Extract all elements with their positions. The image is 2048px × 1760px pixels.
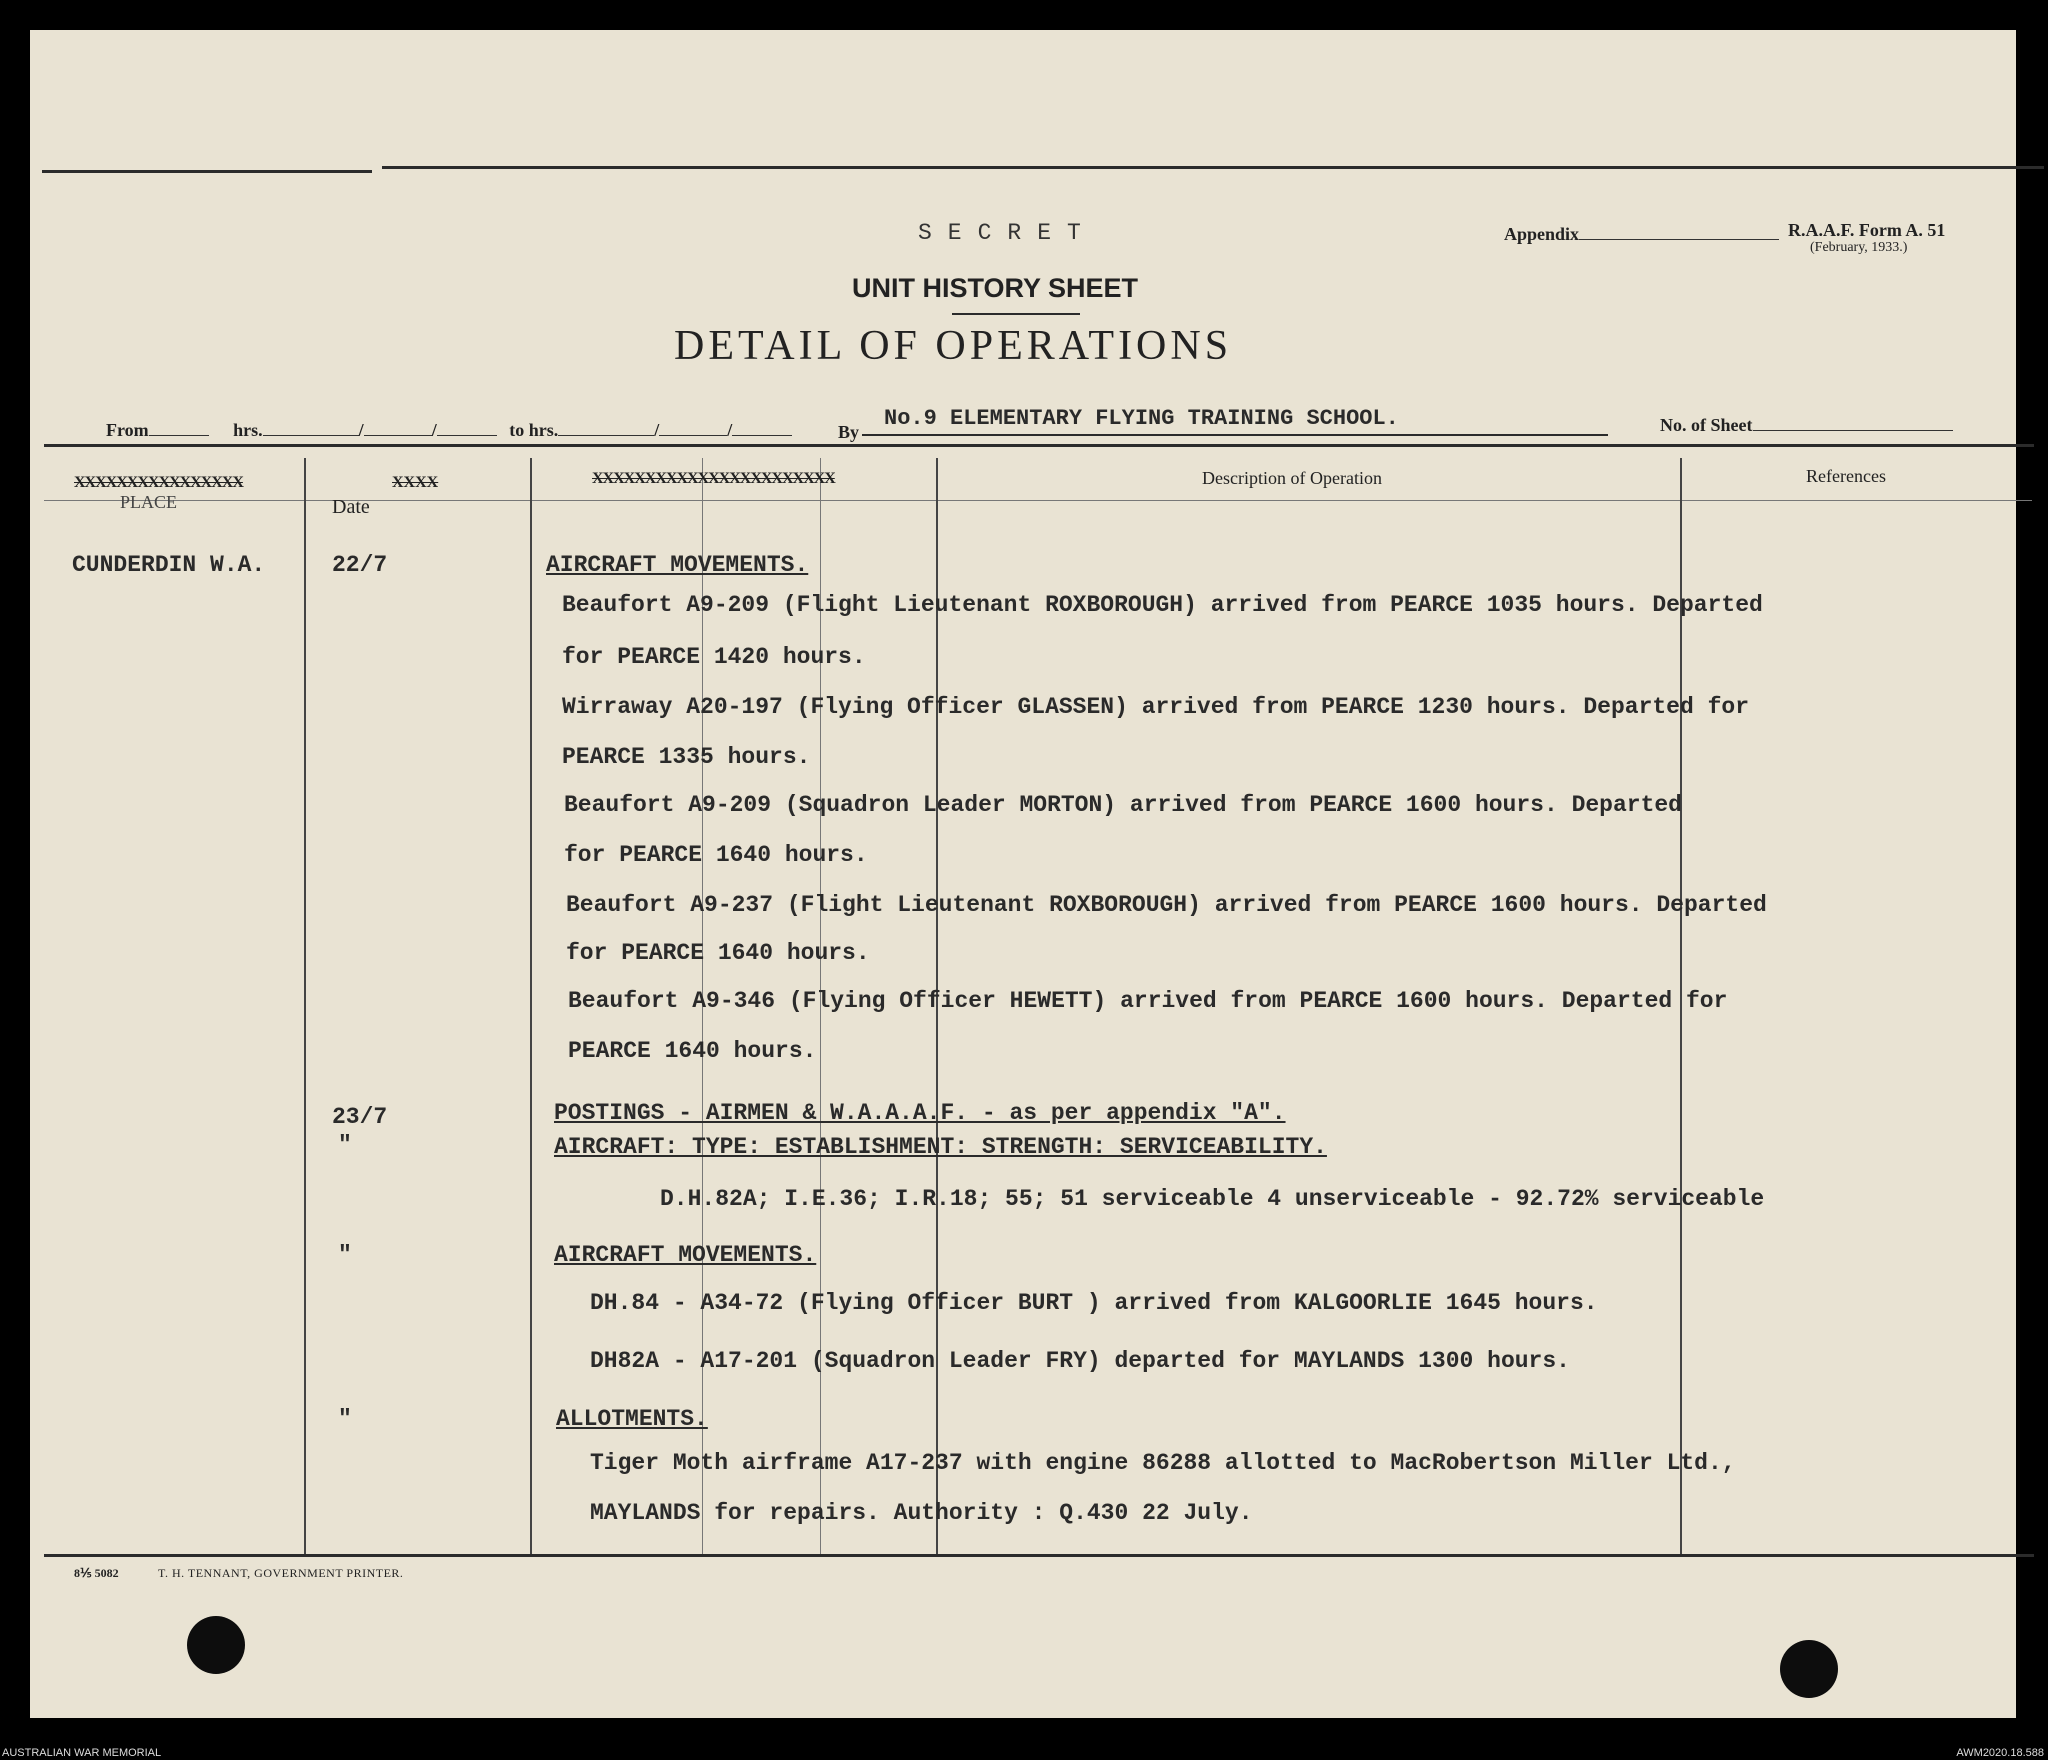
entry-line: MAYLANDS for repairs. Authority : Q.430 22 July. bbox=[590, 1500, 1253, 1526]
slash-4: / bbox=[727, 420, 733, 440]
entry-line: for PEARCE 1640 hours. bbox=[564, 842, 868, 868]
sheet-label bbox=[1660, 415, 1953, 436]
entry-line: DH82A - A17-201 (Squadron Leader FRY) departed for MAYLANDS 1300 hours. bbox=[590, 1348, 1570, 1374]
entry-line: Beaufort A9-209 (Flight Lieutenant ROXBOROUGH) arrived from PEARCE 1035 hours. Departed bbox=[562, 592, 1763, 618]
footer-right: AWM2020.18.588 bbox=[1956, 1747, 2044, 1759]
entry-line: PEARCE 1640 hours. bbox=[568, 1038, 817, 1064]
detail-of-operations-title: DETAIL OF OPERATIONS bbox=[674, 323, 1233, 369]
entry-line: for PEARCE 1640 hours. bbox=[566, 940, 870, 966]
entry-line: Wirraway A20-197 (Flying Officer GLASSEN) arrived from PEARCE 1230 hours. Departed for bbox=[562, 694, 1749, 720]
secret-label: SECRET bbox=[918, 220, 1097, 246]
title-divider bbox=[952, 313, 1080, 315]
by-label: By bbox=[838, 422, 860, 442]
from-label: From bbox=[106, 420, 149, 440]
col-struck-aircraft: XXXXXXXXXXXXXXXX bbox=[74, 474, 243, 491]
slash-1: / bbox=[358, 420, 364, 440]
entry-heading: ALLOTMENTS. bbox=[556, 1406, 708, 1432]
entry-line: Beaufort A9-209 (Squadron Leader MORTON) arrived from PEARCE 1600 hours. Departed bbox=[564, 792, 1682, 818]
row-date: 22/7 bbox=[332, 552, 388, 578]
hrs-label: hrs. bbox=[233, 420, 263, 440]
to-hrs-label: to hrs. bbox=[509, 420, 559, 440]
table-top-rule bbox=[44, 444, 2034, 447]
entry-line: for PEARCE 1420 hours. bbox=[562, 644, 866, 670]
entry-heading: POSTINGS - AIRMEN & W.A.A.A.F. - as per appendix "A". bbox=[554, 1100, 1286, 1126]
row-date: " bbox=[338, 1132, 352, 1158]
entry-heading: AIRCRAFT MOVEMENTS. bbox=[554, 1242, 817, 1268]
col-date: Date bbox=[332, 496, 370, 518]
col-references: References bbox=[1806, 466, 1886, 486]
sheet-label-text: No. of Sheet bbox=[1660, 415, 1753, 435]
column-divider-place bbox=[304, 458, 306, 1554]
entry-line: DH.84 - A34-72 (Flying Officer BURT ) arrived from KALGOORLIE 1645 hours. bbox=[590, 1290, 1598, 1316]
top-rule-left bbox=[42, 170, 372, 173]
col-description: Description of Operation bbox=[1202, 468, 1382, 488]
row-date: " bbox=[338, 1242, 352, 1268]
entry-line: Tiger Moth airframe A17-237 with engine 86288 allotted to MacRobertson Miller Ltd., bbox=[590, 1450, 1736, 1476]
col-struck-time: XXXX bbox=[392, 474, 439, 491]
column-divider-date bbox=[530, 458, 532, 1554]
col-place: PLACE bbox=[120, 492, 178, 512]
form-date: (February, 1933.) bbox=[1810, 240, 1908, 255]
col-struck-duty: XXXXXXXXXXXXXXXXXXXXXXX bbox=[592, 470, 835, 487]
unit-history-title: UNIT HISTORY SHEET bbox=[852, 273, 1139, 303]
form-name: R.A.A.F. Form A. 51 bbox=[1788, 220, 1946, 240]
slash-2: / bbox=[431, 420, 437, 440]
printer-name: T. H. TENNANT, GOVERNMENT PRINTER. bbox=[158, 1566, 404, 1580]
entry-heading: AIRCRAFT: TYPE: ESTABLISHMENT: STRENGTH: SERVICEABILITY. bbox=[554, 1134, 1327, 1160]
entry-line: Beaufort A9-237 (Flight Lieutenant ROXBOROUGH) arrived from PEARCE 1600 hours. Departed bbox=[566, 892, 1767, 918]
punch-hole-left bbox=[187, 1616, 245, 1674]
row-date: 23/7 bbox=[332, 1104, 388, 1130]
from-hrs-row bbox=[106, 420, 792, 441]
entry-heading: AIRCRAFT MOVEMENTS. bbox=[546, 552, 809, 578]
slash-3: / bbox=[654, 420, 660, 440]
row-date: " bbox=[338, 1406, 352, 1432]
row-place: CUNDERDIN W.A. bbox=[72, 552, 266, 578]
unit-name: No.9 ELEMENTARY FLYING TRAINING SCHOOL. bbox=[884, 406, 1399, 431]
appendix-label bbox=[1504, 224, 1779, 245]
document-sheet bbox=[30, 30, 2016, 1718]
table-bottom-rule bbox=[44, 1554, 2034, 1557]
punch-hole-right bbox=[1780, 1640, 1838, 1698]
footer-left: AUSTRALIAN WAR MEMORIAL bbox=[2, 1747, 162, 1759]
entry-line: D.H.82A; I.E.36; I.R.18; 55; 51 serviceable 4 unserviceable - 92.72% serviceable bbox=[660, 1186, 1765, 1212]
printer-code: 8⅕ 5082 bbox=[74, 1566, 119, 1580]
entry-line: PEARCE 1335 hours. bbox=[562, 744, 811, 770]
by-underline bbox=[862, 434, 1608, 436]
top-rule-right bbox=[382, 166, 2044, 169]
appendix-label-text: Appendix bbox=[1504, 224, 1580, 244]
entry-line: Beaufort A9-346 (Flying Officer HEWETT) arrived from PEARCE 1600 hours. Departed for bbox=[568, 988, 1728, 1014]
